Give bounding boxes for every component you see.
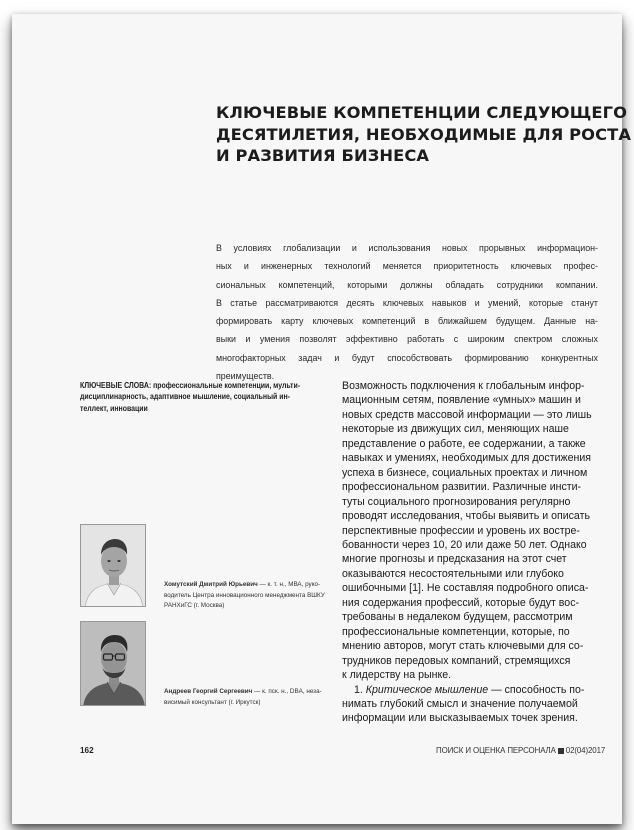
author-credentials: — к. пск. н., DBA, неза- — [252, 688, 322, 695]
body-line: бованности через 10, 20 или даже 50 лет. Однако — [342, 538, 587, 551]
body-line: некоторые из движущих сил, меняющих наше — [342, 423, 569, 436]
page-number: 162 — [80, 746, 94, 755]
man-with-glasses-portrait-icon — [81, 622, 146, 706]
abstract — [216, 239, 598, 385]
author-bio-line: РАНХиГС (г. Москва) — [164, 602, 225, 609]
author-bio-line: водитель Центра инновационного менеджмента ВШКУ — [164, 591, 325, 599]
author-bio-2 — [164, 687, 354, 708]
body-line: к лидерству на рынке. — [342, 669, 452, 682]
man-portrait-icon — [81, 525, 146, 607]
body-line: Возможность подключения к глобальным инфор- — [342, 380, 585, 392]
body-list-item — [342, 683, 612, 697]
keywords-line: дисциплинарность, адаптивное мышление, социальный ин- — [80, 392, 290, 402]
body-line: нимать глубокий смысл и значение получаемой — [342, 697, 578, 710]
journal-footer — [436, 746, 605, 755]
body-line: профессиональные компетенции, которые, по — [342, 625, 570, 638]
abstract-line: В условиях глобализации и использования новых прорывных информацион- — [216, 243, 598, 253]
list-rest: — способность по- — [488, 683, 585, 696]
author-photo-2 — [80, 621, 146, 706]
article-body — [342, 379, 612, 726]
body-line: навыках и умениях, необходимых для достижения — [342, 452, 591, 465]
title-line: И РАЗВИТИЯ БИЗНЕСА — [216, 146, 430, 165]
abstract-line: ных и инженерных технологий меняется приоритетность ключевых профес- — [216, 261, 598, 272]
author-name: Хомутский Дмитрий Юрьевич — [164, 581, 258, 588]
body-line: успеха в бизнесе, социальных проектах и личном — [342, 466, 588, 479]
body-line: представление о работе, ее содержании, а также — [342, 437, 586, 450]
body-line: перспективные профессии и уровень их востре- — [342, 524, 580, 537]
list-number: 1. — [354, 683, 363, 696]
author-bio-1 — [164, 580, 354, 612]
body-line: мнению авторов, могут стать ключевыми для со- — [342, 640, 584, 653]
abstract-line: выки и умения позволят эффективно работать с широким спектром сложных — [216, 334, 598, 345]
author-bio-line — [164, 687, 354, 698]
body-line: трудников передовых компаний, стремящихся — [342, 654, 571, 667]
body-line: ния содержания профессий, которые будут вос- — [342, 596, 580, 609]
body-line: требованы в недалеком будущем, рассмотрим — [342, 611, 573, 624]
body-line: многие прогнозы и предсказания на этот счет — [342, 553, 567, 566]
abstract-line: В статье рассматриваются десять ключевых навыков и умений, которые станут — [216, 297, 598, 308]
body-line: профессиональном развитии. Различные инсти- — [342, 481, 582, 494]
title-line: КЛЮЧЕВЫЕ КОМПЕТЕНЦИИ СЛЕДУЮЩЕГО — [216, 103, 628, 122]
body-line: новых средств массовой информации — это лишь — [342, 408, 592, 421]
author-bio-line — [164, 580, 354, 591]
body-line: туты социального прогнозирования регулярно — [342, 495, 571, 508]
journal-name: ПОИСК И ОЦЕНКА ПЕРСОНАЛА — [436, 746, 556, 755]
list-term: Критическое мышление — [365, 683, 489, 696]
keywords-line: теллект, инновации — [80, 403, 148, 413]
square-bullet-icon — [558, 748, 564, 754]
author-credentials: — к. т. н., МВА, руко- — [257, 581, 321, 588]
journal-issue: 02(04)2017 — [565, 746, 606, 755]
author-photo-1 — [80, 524, 146, 607]
body-line: информации или высказываемых точек зрения. — [342, 712, 578, 725]
journal-page — [12, 14, 632, 824]
author-bio-line: висимый консультант (г. Иркутск) — [164, 698, 261, 706]
keywords-block — [80, 380, 335, 414]
author-name: Андреев Георгий Сергеевич — [164, 688, 253, 695]
body-line: мационным сетям, появление «умных» машин и — [342, 394, 581, 407]
abstract-line: многофакторных задач и будут способствовать формированию конкурентных — [216, 352, 598, 363]
abstract-line: преимуществ. — [216, 371, 275, 382]
body-line: ошибочными [1]. Не составляя подробного описа- — [342, 582, 589, 595]
body-line: проводят исследования, чтобы выявить и описать — [342, 510, 590, 523]
keywords-line: КЛЮЧЕВЫЕ СЛОВА: профессиональные компетенции, мульти- — [80, 381, 301, 390]
article-title — [216, 102, 632, 167]
title-line: ДЕСЯТИЛЕТИЯ, НЕОБХОДИМЫЕ ДЛЯ РОСТА — [216, 124, 632, 144]
body-line: оказываются несостоятельными или глубоко — [342, 567, 564, 580]
abstract-line: сиональных компетенций, которыми должны обладать сотрудники компании. — [216, 279, 598, 290]
abstract-line: формировать карту ключевых компетенций в ближайшем будущем. Данные на- — [216, 316, 598, 327]
